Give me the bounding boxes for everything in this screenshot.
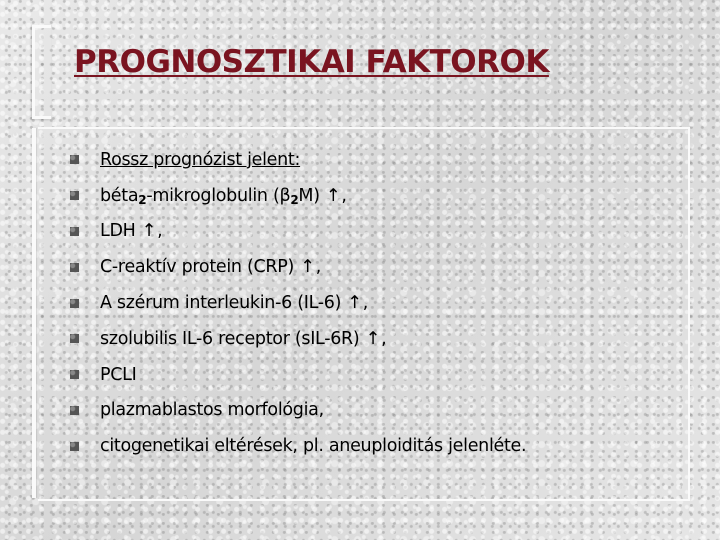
list-item-text: PCLI: [100, 364, 137, 385]
list-item: [70, 428, 526, 464]
bullet-list: [70, 142, 526, 464]
up-arrow-icon: ↑: [300, 257, 315, 278]
bullet-square-icon: [70, 370, 79, 379]
list-item-text: A szérum interleukin-6 (IL-6) ↑,: [100, 293, 369, 314]
list-item-text: C-reaktív protein (CRP) ↑,: [100, 257, 321, 278]
page-title: PROGNOSZTIKAI FAKTOROK: [74, 44, 549, 80]
frame-decoration-left: [32, 128, 36, 498]
list-item-text: szolubilis IL-6 receptor (sIL-6R) ↑,: [100, 328, 387, 349]
list-item: [70, 321, 526, 357]
list-item: [70, 142, 526, 178]
list-item: [70, 357, 526, 393]
bullet-square-icon: [70, 227, 79, 236]
list-item-text: béta$_2$-mikroglobulin $(\beta_2M)$ ↑,: [100, 185, 347, 207]
list-item: [70, 285, 526, 321]
bullet-square-icon: [70, 191, 79, 200]
list-item: [70, 393, 526, 429]
bullet-square-icon: [70, 442, 79, 451]
list-item: [70, 249, 526, 285]
up-arrow-icon: ↑: [326, 185, 341, 206]
up-arrow-icon: ↑: [365, 328, 381, 349]
up-arrow-icon: ↑: [347, 293, 362, 314]
list-item: [70, 214, 526, 250]
list-item-text: LDH ↑,: [100, 221, 163, 242]
bullet-square-icon: [70, 406, 79, 415]
list-item-text: citogenetikai eltérések, pl. aneuploiditás jelenléte.: [100, 436, 527, 457]
list-item: [70, 178, 526, 214]
up-arrow-icon: ↑: [141, 221, 157, 242]
bullet-square-icon: [70, 155, 79, 164]
frame-decoration-top: [32, 25, 51, 119]
list-item-text: plazmablastos morfológia,: [100, 400, 324, 421]
bullet-square-icon: [70, 263, 79, 272]
bullet-square-icon: [70, 334, 79, 343]
bullet-square-icon: [70, 299, 79, 308]
list-item-text: Rossz prognózist jelent:: [100, 149, 301, 170]
